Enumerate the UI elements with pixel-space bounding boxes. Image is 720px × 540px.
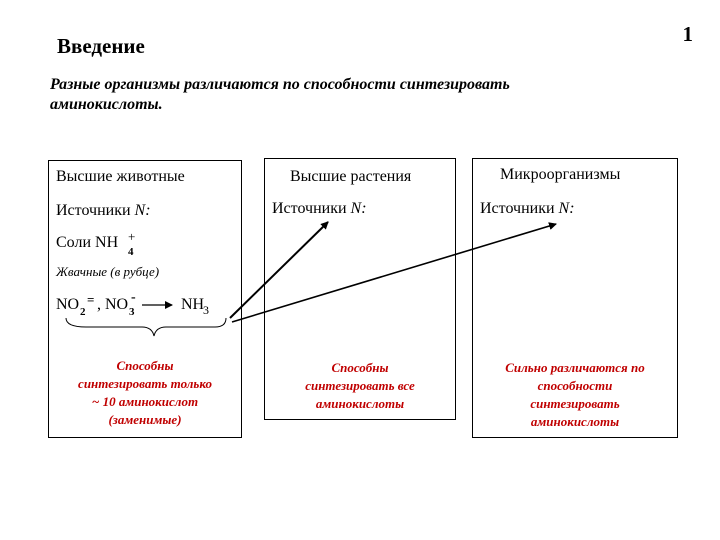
slide-title: Введение: [57, 34, 145, 58]
formula-separator: ,: [97, 296, 101, 313]
nitrite-formula: NO: [56, 296, 80, 313]
microorganisms-header: Микроорганизмы: [500, 166, 621, 183]
ammonia-subscript: 3: [203, 303, 209, 317]
microorganisms-note-line-2: способности: [537, 378, 613, 393]
nitrate-subscript: 3: [129, 306, 135, 318]
animals-sources-n: N:: [134, 202, 151, 219]
microorganisms-sources-label: Источники: [480, 200, 559, 217]
ammonium-subscript: 4: [128, 246, 134, 258]
curly-brace: [66, 318, 226, 336]
nitrite-superscript: =: [87, 292, 95, 307]
slide-number: 1: [682, 22, 693, 46]
plants-note-line-3: аминокислоты: [315, 396, 405, 411]
ammonium-superscript: +: [128, 229, 136, 244]
animals-note-line-2: синтезировать только: [78, 376, 212, 391]
microorganisms-note-line-4: аминокислоты: [530, 414, 620, 429]
ruminants-label: Жвачные (в рубце): [56, 264, 160, 279]
microorganisms-note-line-3: синтезировать: [530, 396, 620, 411]
animals-note-line-1: Способны: [116, 358, 174, 373]
nitrite-subscript: 2: [80, 306, 86, 318]
plants-sources-n: N:: [350, 200, 367, 217]
plants-note-line-2: синтезировать все: [305, 378, 415, 393]
animals-header: Высшие животные: [56, 168, 185, 185]
microorganisms-note-line-1: Сильно различаются по: [505, 360, 645, 375]
animals-note-line-4: (заменимые): [108, 412, 182, 427]
nitrate-formula: NO: [105, 296, 129, 313]
ammonium-salts: Соли NH: [56, 234, 119, 251]
intro-line-2: аминокислоты.: [50, 96, 163, 113]
animals-note-line-3: ~ 10 аминокислот: [91, 394, 199, 409]
arrow-to-plants: [230, 222, 328, 318]
animals-sources-label: Источники: [56, 202, 135, 219]
microorganisms-sources-n: N:: [558, 200, 575, 217]
plants-note-line-1: Способны: [331, 360, 389, 375]
plants-sources-label: Источники: [272, 200, 351, 217]
arrow-to-microorganisms: [232, 224, 556, 322]
intro-line-1: Разные организмы различаются по способности синтезировать: [50, 76, 510, 93]
ammonia-formula: NH: [181, 296, 205, 313]
nitrate-superscript: -: [131, 290, 136, 305]
plants-header: Высшие растения: [290, 168, 412, 185]
